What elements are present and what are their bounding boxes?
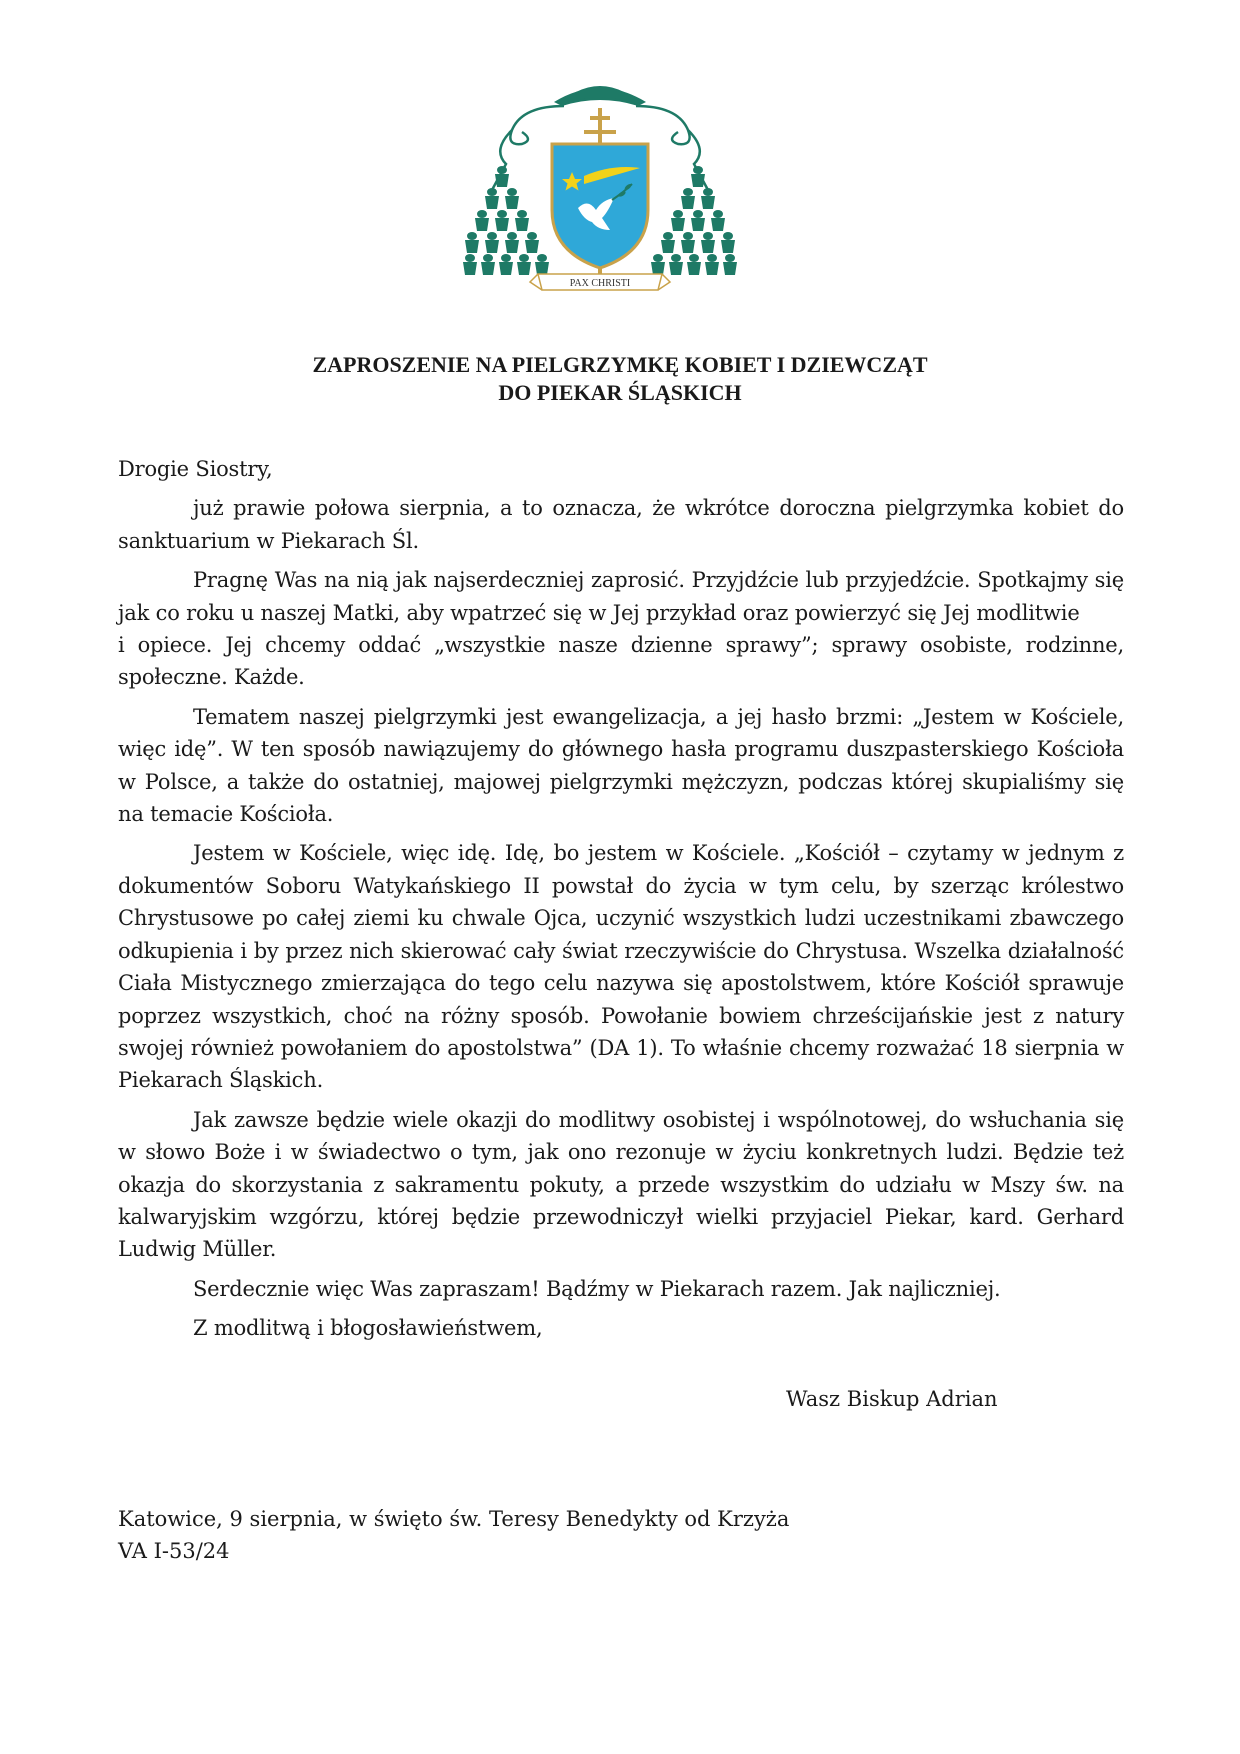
title-line-2: DO PIEKAR ŚLĄSKICH	[498, 380, 742, 405]
paragraph: Pragnę Was na nią jak najserdeczniej zaprosić. Przyjdźcie lub przyjedźcie. Spotkajmy się jak co roku u naszej Matki, aby wpatrzeć się w Jej przykład oraz powierzyć się Jej modlitwie	[118, 568, 1124, 625]
paragraph: Serdecznie więc Was zapraszam! Bądźmy w Piekarach razem. Jak najliczniej.	[193, 1276, 1001, 1301]
closing: Z modlitwą i błogosławieństwem,	[193, 1316, 543, 1341]
paragraph: i opiece. Jej chcemy oddać „wszystkie nasze dzienne sprawy”; sprawy osobiste, rodzinne, społeczne. Każde.	[118, 633, 1124, 690]
title-line-1: ZAPROSZENIE NA PIELGRZYMKĘ KOBIET I DZIEWCZĄT	[312, 352, 928, 377]
motto-text: PAX CHRISTI	[569, 278, 631, 289]
paragraph: już prawie połowa sierpnia, a to oznacza, że wkrótce doroczna pielgrzymka kobiet do sanktuarium w Piekarach Śl.	[118, 496, 1124, 553]
letter-body	[118, 453, 1124, 1345]
reference-number: VA I-53/24	[118, 1539, 230, 1563]
salutation: Drogie Siostry,	[118, 457, 273, 481]
footer	[118, 1503, 789, 1567]
paragraph: Jak zawsze będzie wiele okazji do modlitwy osobistej i wspólnotowej, do wsłuchania się w słowo Boże i w świadectwo o tym, jak ono rezonuje w życiu konkretnych ludzi. Będzie też okazja do skorzystania z sakramentu pokuty, a przede wszystkim do udziału w Mszy św. na kalwaryjskim wzgórzu, której będzie przewodniczył wielki przyjaciel Piekar, kard. Gerhard Ludwig Müller.	[118, 1107, 1124, 1262]
paragraph: Jestem w Kościele, więc idę. Idę, bo jestem w Kościele. „Kościół – czytamy w jednym z dokumentów Soboru Watykańskiego II powstał do życia w tym celu, by szerząc królestwo Chrystusowe po całej ziemi ku chwale Ojca, uczynić wszystkich ludzi uczestnikami zbawczego odkupienia i by przez nich skierować cały świat rzeczywiście do Chrystusa. Wszelka działalność Ciała Mistycznego zmierzająca do tego celu nazywa się apostolstwem, które Kościół sprawuje poprzez wszystkich, choć na różny sposób. Powołanie bowiem chrześcijańskie jest z natury swojej również powołaniem do apostolstwa” (DA 1). To właśnie chcemy rozważać 18 sierpnia w Piekarach Śląskich.	[118, 841, 1124, 1093]
left-tassels	[463, 166, 549, 275]
signature: Wasz Biskup Adrian	[786, 1387, 998, 1411]
page-title	[200, 351, 1040, 407]
place-date: Katowice, 9 sierpnia, w święto św. Teresy Benedykty od Krzyża	[118, 1507, 790, 1531]
right-tassels	[651, 166, 737, 275]
coat-of-arms	[462, 80, 738, 302]
paragraph: Tematem naszej pielgrzymki jest ewangelizacja, a jej hasło brzmi: „Jestem w Kościele, więc idę”. W ten sposób nawiązujemy do głównego hasła programu duszpasterskiego Kościoła w Polsce, a także do ostatniej, majowej pielgrzymki mężczyzn, podczas której skupialiśmy się na temacie Kościoła.	[118, 704, 1124, 827]
